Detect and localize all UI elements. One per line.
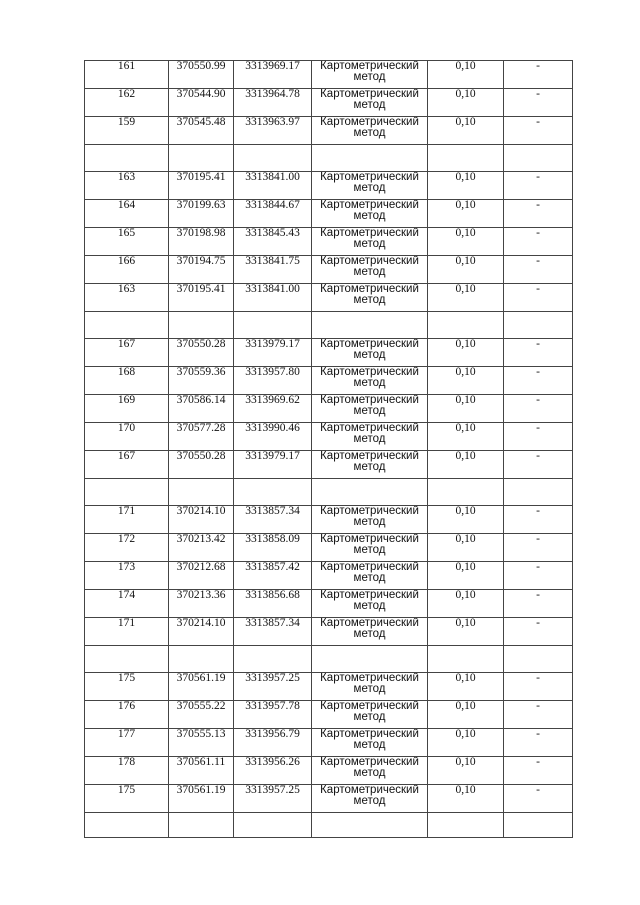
method-cell: Картометрический метод [312,534,428,562]
empty-cell [234,646,312,673]
point-number-cell: 163 [85,172,169,200]
point-number-cell: 161 [85,61,169,89]
accuracy-cell: 0,10 [428,729,504,757]
coordinate-y-cell: 3313969.62 [234,395,312,423]
method-cell: Картометрический метод [312,256,428,284]
point-number-cell: 174 [85,590,169,618]
table-row [85,395,573,423]
note-cell: - [504,172,573,200]
coordinate-x-cell: 370577.28 [169,423,234,451]
coordinate-x-cell: 370561.11 [169,757,234,785]
coordinate-y-cell: 3313858.09 [234,534,312,562]
empty-cell [169,479,234,506]
method-cell: Картометрический метод [312,172,428,200]
note-cell: - [504,729,573,757]
empty-cell [312,813,428,838]
point-number-cell: 163 [85,284,169,312]
point-number-cell: 173 [85,562,169,590]
coordinate-x-cell: 370199.63 [169,200,234,228]
coordinate-y-cell: 3313957.25 [234,785,312,813]
empty-cell [428,646,504,673]
coordinate-y-cell: 3313857.34 [234,506,312,534]
empty-cell [234,312,312,339]
coordinate-x-cell: 370545.48 [169,117,234,145]
table-row [85,590,573,618]
note-cell: - [504,562,573,590]
coordinate-y-cell: 3313844.67 [234,200,312,228]
empty-cell [428,145,504,172]
coordinate-y-cell: 3313979.17 [234,339,312,367]
empty-cell [504,312,573,339]
method-cell: Картометрический метод [312,89,428,117]
coordinate-x-cell: 370555.22 [169,701,234,729]
accuracy-cell: 0,10 [428,172,504,200]
empty-cell [504,145,573,172]
empty-cell [85,646,169,673]
method-cell: Картометрический метод [312,673,428,701]
accuracy-cell: 0,10 [428,200,504,228]
table-row [85,506,573,534]
empty-cell [312,646,428,673]
method-cell: Картометрический метод [312,701,428,729]
note-cell: - [504,200,573,228]
method-cell: Картометрический метод [312,61,428,89]
separator-row [85,479,573,506]
coordinate-y-cell: 3313841.75 [234,256,312,284]
table-row [85,256,573,284]
note-cell: - [504,228,573,256]
empty-cell [428,312,504,339]
empty-cell [428,479,504,506]
method-cell: Картометрический метод [312,729,428,757]
coordinate-x-cell: 370550.28 [169,339,234,367]
table-row [85,673,573,701]
note-cell: - [504,339,573,367]
method-cell: Картометрический метод [312,451,428,479]
point-number-cell: 164 [85,200,169,228]
table-row [85,228,573,256]
point-number-cell: 162 [85,89,169,117]
point-number-cell: 165 [85,228,169,256]
accuracy-cell: 0,10 [428,590,504,618]
note-cell: - [504,89,573,117]
note-cell: - [504,367,573,395]
method-cell: Картометрический метод [312,785,428,813]
accuracy-cell: 0,10 [428,395,504,423]
note-cell: - [504,534,573,562]
accuracy-cell: 0,10 [428,256,504,284]
empty-cell [234,479,312,506]
accuracy-cell: 0,10 [428,423,504,451]
table-row [85,451,573,479]
table-row [85,61,573,89]
accuracy-cell: 0,10 [428,562,504,590]
accuracy-cell: 0,10 [428,451,504,479]
table-row [85,701,573,729]
table-row [85,757,573,785]
separator-row [85,312,573,339]
table-row [85,367,573,395]
method-cell: Картометрический метод [312,339,428,367]
note-cell: - [504,395,573,423]
note-cell: - [504,590,573,618]
table-row [85,423,573,451]
note-cell: - [504,785,573,813]
table-row [85,618,573,646]
empty-cell [504,646,573,673]
note-cell: - [504,423,573,451]
accuracy-cell: 0,10 [428,117,504,145]
accuracy-cell: 0,10 [428,89,504,117]
point-number-cell: 175 [85,785,169,813]
accuracy-cell: 0,10 [428,61,504,89]
empty-cell [169,145,234,172]
accuracy-cell: 0,10 [428,534,504,562]
method-cell: Картометрический метод [312,562,428,590]
note-cell: - [504,506,573,534]
coordinate-x-cell: 370195.41 [169,284,234,312]
accuracy-cell: 0,10 [428,284,504,312]
empty-cell [85,813,169,838]
coordinate-x-cell: 370550.99 [169,61,234,89]
coordinate-y-cell: 3313964.78 [234,89,312,117]
table-row [85,284,573,312]
point-number-cell: 177 [85,729,169,757]
coordinate-x-cell: 370214.10 [169,506,234,534]
accuracy-cell: 0,10 [428,757,504,785]
point-number-cell: 159 [85,117,169,145]
point-number-cell: 170 [85,423,169,451]
coordinate-y-cell: 3313856.68 [234,590,312,618]
empty-cell [312,479,428,506]
empty-cell [85,312,169,339]
empty-cell [169,646,234,673]
coordinate-x-cell: 370195.41 [169,172,234,200]
table-row [85,562,573,590]
method-cell: Картометрический метод [312,506,428,534]
coordinate-x-cell: 370550.28 [169,451,234,479]
point-number-cell: 171 [85,506,169,534]
method-cell: Картометрический метод [312,618,428,646]
coordinate-x-cell: 370194.75 [169,256,234,284]
empty-cell [504,813,573,838]
method-cell: Картометрический метод [312,423,428,451]
coordinate-x-cell: 370561.19 [169,785,234,813]
table-row [85,172,573,200]
point-number-cell: 169 [85,395,169,423]
point-number-cell: 172 [85,534,169,562]
coordinates-table [84,60,573,838]
table-row [85,200,573,228]
empty-cell [504,479,573,506]
coordinate-y-cell: 3313857.34 [234,618,312,646]
empty-cell [312,145,428,172]
method-cell: Картометрический метод [312,284,428,312]
method-cell: Картометрический метод [312,200,428,228]
note-cell: - [504,256,573,284]
coordinate-y-cell: 3313956.26 [234,757,312,785]
coordinate-y-cell: 3313841.00 [234,284,312,312]
point-number-cell: 171 [85,618,169,646]
coordinates-table-body [85,61,573,838]
accuracy-cell: 0,10 [428,367,504,395]
coordinate-x-cell: 370212.68 [169,562,234,590]
coordinate-y-cell: 3313857.42 [234,562,312,590]
accuracy-cell: 0,10 [428,673,504,701]
empty-cell [85,145,169,172]
point-number-cell: 178 [85,757,169,785]
empty-cell [428,813,504,838]
point-number-cell: 167 [85,339,169,367]
coordinate-y-cell: 3313963.97 [234,117,312,145]
accuracy-cell: 0,10 [428,339,504,367]
accuracy-cell: 0,10 [428,506,504,534]
coordinate-x-cell: 370555.13 [169,729,234,757]
coordinate-x-cell: 370586.14 [169,395,234,423]
table-row [85,729,573,757]
empty-cell [312,312,428,339]
method-cell: Картометрический метод [312,757,428,785]
coordinate-x-cell: 370198.98 [169,228,234,256]
coordinate-x-cell: 370559.36 [169,367,234,395]
note-cell: - [504,117,573,145]
note-cell: - [504,673,573,701]
coordinate-y-cell: 3313990.46 [234,423,312,451]
table-row [85,89,573,117]
point-number-cell: 167 [85,451,169,479]
coordinate-y-cell: 3313969.17 [234,61,312,89]
coordinate-y-cell: 3313956.79 [234,729,312,757]
method-cell: Картометрический метод [312,117,428,145]
method-cell: Картометрический метод [312,367,428,395]
coordinate-y-cell: 3313845.43 [234,228,312,256]
coordinate-y-cell: 3313957.80 [234,367,312,395]
coordinate-y-cell: 3313979.17 [234,451,312,479]
note-cell: - [504,451,573,479]
method-cell: Картометрический метод [312,395,428,423]
note-cell: - [504,757,573,785]
separator-row [85,646,573,673]
empty-cell [234,145,312,172]
coordinate-x-cell: 370561.19 [169,673,234,701]
separator-row [85,145,573,172]
note-cell: - [504,618,573,646]
note-cell: - [504,284,573,312]
accuracy-cell: 0,10 [428,228,504,256]
note-cell: - [504,61,573,89]
empty-cell [85,479,169,506]
note-cell: - [504,701,573,729]
point-number-cell: 176 [85,701,169,729]
empty-cell [169,813,234,838]
coordinate-x-cell: 370213.42 [169,534,234,562]
method-cell: Картометрический метод [312,228,428,256]
accuracy-cell: 0,10 [428,618,504,646]
point-number-cell: 175 [85,673,169,701]
table-row [85,117,573,145]
accuracy-cell: 0,10 [428,785,504,813]
table-row [85,534,573,562]
accuracy-cell: 0,10 [428,701,504,729]
coordinate-x-cell: 370544.90 [169,89,234,117]
table-row [85,785,573,813]
empty-cell [169,312,234,339]
separator-row [85,813,573,838]
coordinate-y-cell: 3313841.00 [234,172,312,200]
empty-cell [234,813,312,838]
coordinate-y-cell: 3313957.25 [234,673,312,701]
coordinate-y-cell: 3313957.78 [234,701,312,729]
table-row [85,339,573,367]
point-number-cell: 168 [85,367,169,395]
point-number-cell: 166 [85,256,169,284]
coordinate-x-cell: 370213.36 [169,590,234,618]
coordinate-x-cell: 370214.10 [169,618,234,646]
method-cell: Картометрический метод [312,590,428,618]
